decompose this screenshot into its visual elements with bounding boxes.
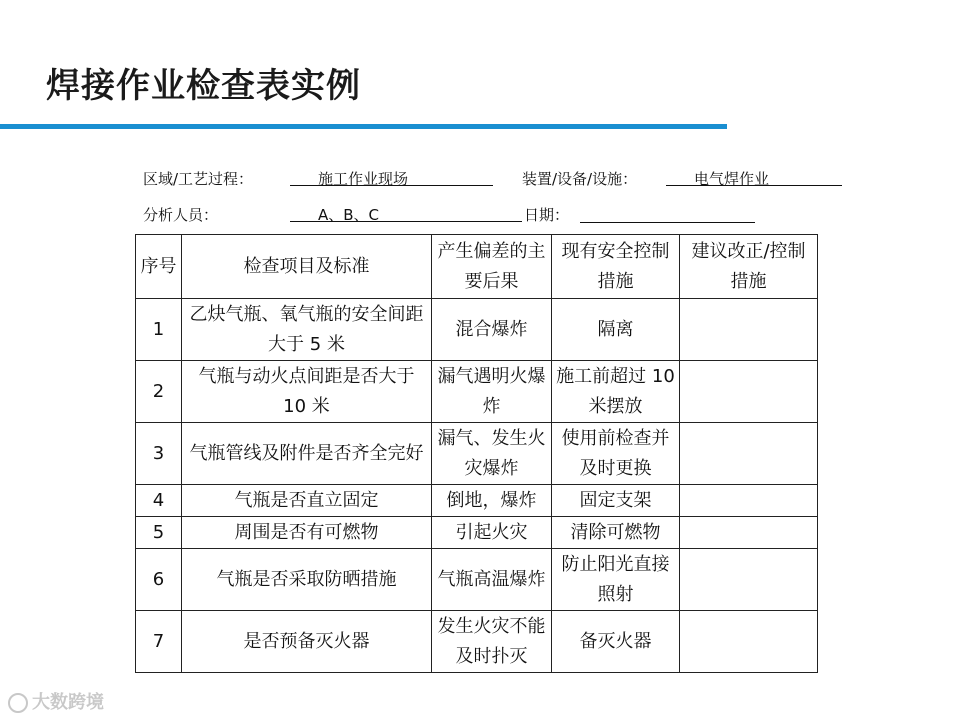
header-current-measure: 现有安全控制措施: [552, 235, 680, 299]
row-suggestion: [680, 299, 818, 361]
row-suggestion: [680, 423, 818, 485]
row-suggestion: [680, 361, 818, 423]
watermark-logo: [8, 688, 104, 714]
row-suggestion: [680, 611, 818, 673]
row-consequence: 气瓶高温爆炸: [432, 549, 552, 611]
header-suggestion: 建议改正/控制措施: [680, 235, 818, 299]
row-index: 1: [136, 299, 182, 361]
table-row: [136, 299, 818, 361]
row-consequence: 倒地，爆炸: [432, 485, 552, 517]
row-item: 气瓶与动火点间距是否大于 10 米: [182, 361, 432, 423]
analyst-label: 分析人员：: [143, 206, 219, 224]
watermark-text: 大数跨境: [32, 692, 104, 713]
row-suggestion: [680, 517, 818, 549]
row-current-measure: 隔离: [552, 299, 680, 361]
row-item: 气瓶是否采取防晒措施: [182, 549, 432, 611]
row-consequence: 漏气遇明火爆炸: [432, 361, 552, 423]
row-consequence: 漏气、发生火灾爆炸: [432, 423, 552, 485]
date-label: 日期：: [524, 206, 570, 224]
table-row: [136, 485, 818, 517]
row-current-measure: 清除可燃物: [552, 517, 680, 549]
row-index: 6: [136, 549, 182, 611]
page-title: 焊接作业检查表实例: [46, 66, 361, 106]
row-index: 3: [136, 423, 182, 485]
row-suggestion: [680, 549, 818, 611]
row-consequence: 发生火灾不能及时扑灭: [432, 611, 552, 673]
table-row: [136, 361, 818, 423]
row-current-measure: 使用前检查并及时更换: [552, 423, 680, 485]
date-value: [580, 204, 755, 223]
row-index: 4: [136, 485, 182, 517]
table-row: [136, 549, 818, 611]
table-row: [136, 517, 818, 549]
row-current-measure: 防止阳光直接照射: [552, 549, 680, 611]
title-underline: [0, 124, 727, 129]
row-item: 气瓶是否直立固定: [182, 485, 432, 517]
row-index: 2: [136, 361, 182, 423]
row-item: 气瓶管线及附件是否齐全完好: [182, 423, 432, 485]
device-label: 装置/设备/设施：: [522, 170, 638, 188]
row-item: 周围是否有可燃物: [182, 517, 432, 549]
row-index: 7: [136, 611, 182, 673]
logo-ring-icon: [8, 693, 28, 713]
header-item: 检查项目及标准: [182, 235, 432, 299]
table-row: [136, 611, 818, 673]
area-value: 施工作业现场: [290, 168, 493, 186]
row-item: 是否预备灭火器: [182, 611, 432, 673]
row-current-measure: 施工前超过 10 米摆放: [552, 361, 680, 423]
row-current-measure: 备灭火器: [552, 611, 680, 673]
row-item: 乙炔气瓶、氧气瓶的安全间距大于 5 米: [182, 299, 432, 361]
row-index: 5: [136, 517, 182, 549]
inspection-table: [135, 234, 818, 673]
area-label: 区域/工艺过程：: [143, 170, 254, 188]
row-consequence: 混合爆炸: [432, 299, 552, 361]
table-header-row: [136, 235, 818, 299]
table-row: [136, 423, 818, 485]
analyst-value: A、B、C: [290, 204, 522, 222]
row-suggestion: [680, 485, 818, 517]
header-consequence: 产生偏差的主要后果: [432, 235, 552, 299]
row-consequence: 引起火灾: [432, 517, 552, 549]
header-index: 序号: [136, 235, 182, 299]
device-value: 电气焊作业: [666, 168, 842, 186]
row-current-measure: 固定支架: [552, 485, 680, 517]
